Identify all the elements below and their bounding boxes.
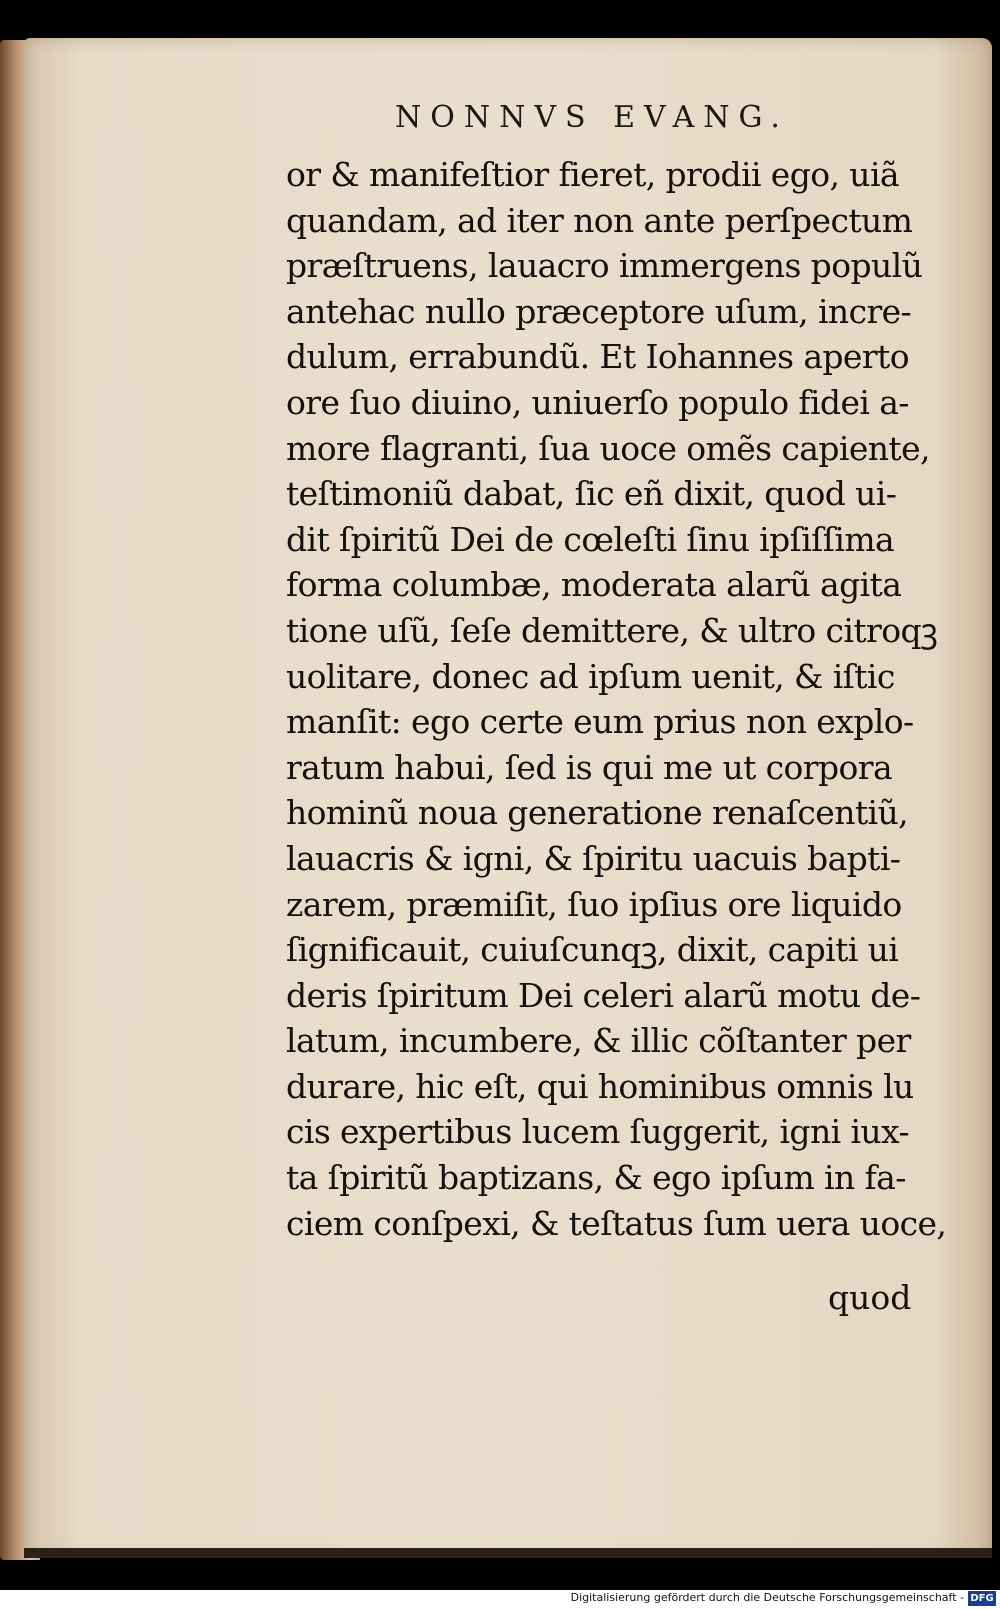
text-line: antehac nullo præceptore uſum, incre-	[286, 291, 912, 331]
text-line: tione uſũ, ſeſe demittere, & ultro citroqꝫ	[286, 610, 938, 650]
text-line: quandam, ad iter non ante perſpectum	[286, 200, 913, 240]
text-line: more flagranti, ſua uoce omẽs capiente,	[286, 428, 930, 468]
text-line: teſtimoniũ dabat, ſic eñ dixit, quod ui-	[286, 474, 897, 514]
text-line: hominũ noua generatione renaſcentiũ,	[286, 793, 909, 833]
text-line: forma columbæ, moderata alarũ agita	[286, 565, 902, 605]
text-line: dulum, errabundũ. Et Iohannes aperto	[286, 337, 909, 377]
text-line: præſtruens, lauacro immergens populũ	[286, 246, 923, 286]
text-line: deris ſpiritum Dei celeri alarũ motu de-	[286, 975, 921, 1015]
digitization-credit: Digitalisierung gefördert durch die Deutsche Forschungsgemeinschaft -	[570, 1591, 964, 1604]
text-line: ore ſuo diuino, uniuerſo populo fidei a-	[286, 382, 909, 422]
page-bottom-edge	[24, 1548, 992, 1558]
text-line: or & manifeſtior fieret, prodii ego, uiã	[286, 155, 899, 194]
text-line: ciem conſpexi, & teſtatus ſum uera uoce,	[286, 1203, 947, 1243]
text-line: zarem, præmiſit, ſuo ipſius ore liquido	[286, 884, 902, 924]
text-line: ratum habui, ſed is qui me ut corpora	[286, 747, 893, 787]
running-head: NONNVS EVANG.	[395, 100, 789, 135]
text-line: latum, incumbere, & illic cõſtanter per	[286, 1021, 911, 1061]
catchword: quod	[828, 1278, 912, 1317]
text-line: manſit: ego certe eum prius non explo-	[286, 702, 914, 742]
text-line: cis expertibus lucem ſuggerit, igni iux-	[286, 1112, 910, 1152]
text-line: ſignificauit, cuiuſcunqꝫ, dixit, capiti ui	[286, 930, 899, 970]
text-line: durare, hic eſt, qui hominibus omnis lu	[286, 1066, 914, 1106]
text-line: lauacris & igni, & ſpiritu uacuis bapti-	[286, 838, 901, 878]
text-line: uolitare, donec ad ipſum uenit, & iſtic	[286, 656, 895, 696]
body-text	[286, 152, 946, 1246]
dfg-logo: DFG	[968, 1591, 996, 1606]
text-line: dit ſpiritũ Dei de cœleſti ſinu ipſiſſima	[286, 519, 895, 559]
text-line: ta ſpiritũ baptizans, & ego ipſum in fa-	[286, 1158, 906, 1198]
